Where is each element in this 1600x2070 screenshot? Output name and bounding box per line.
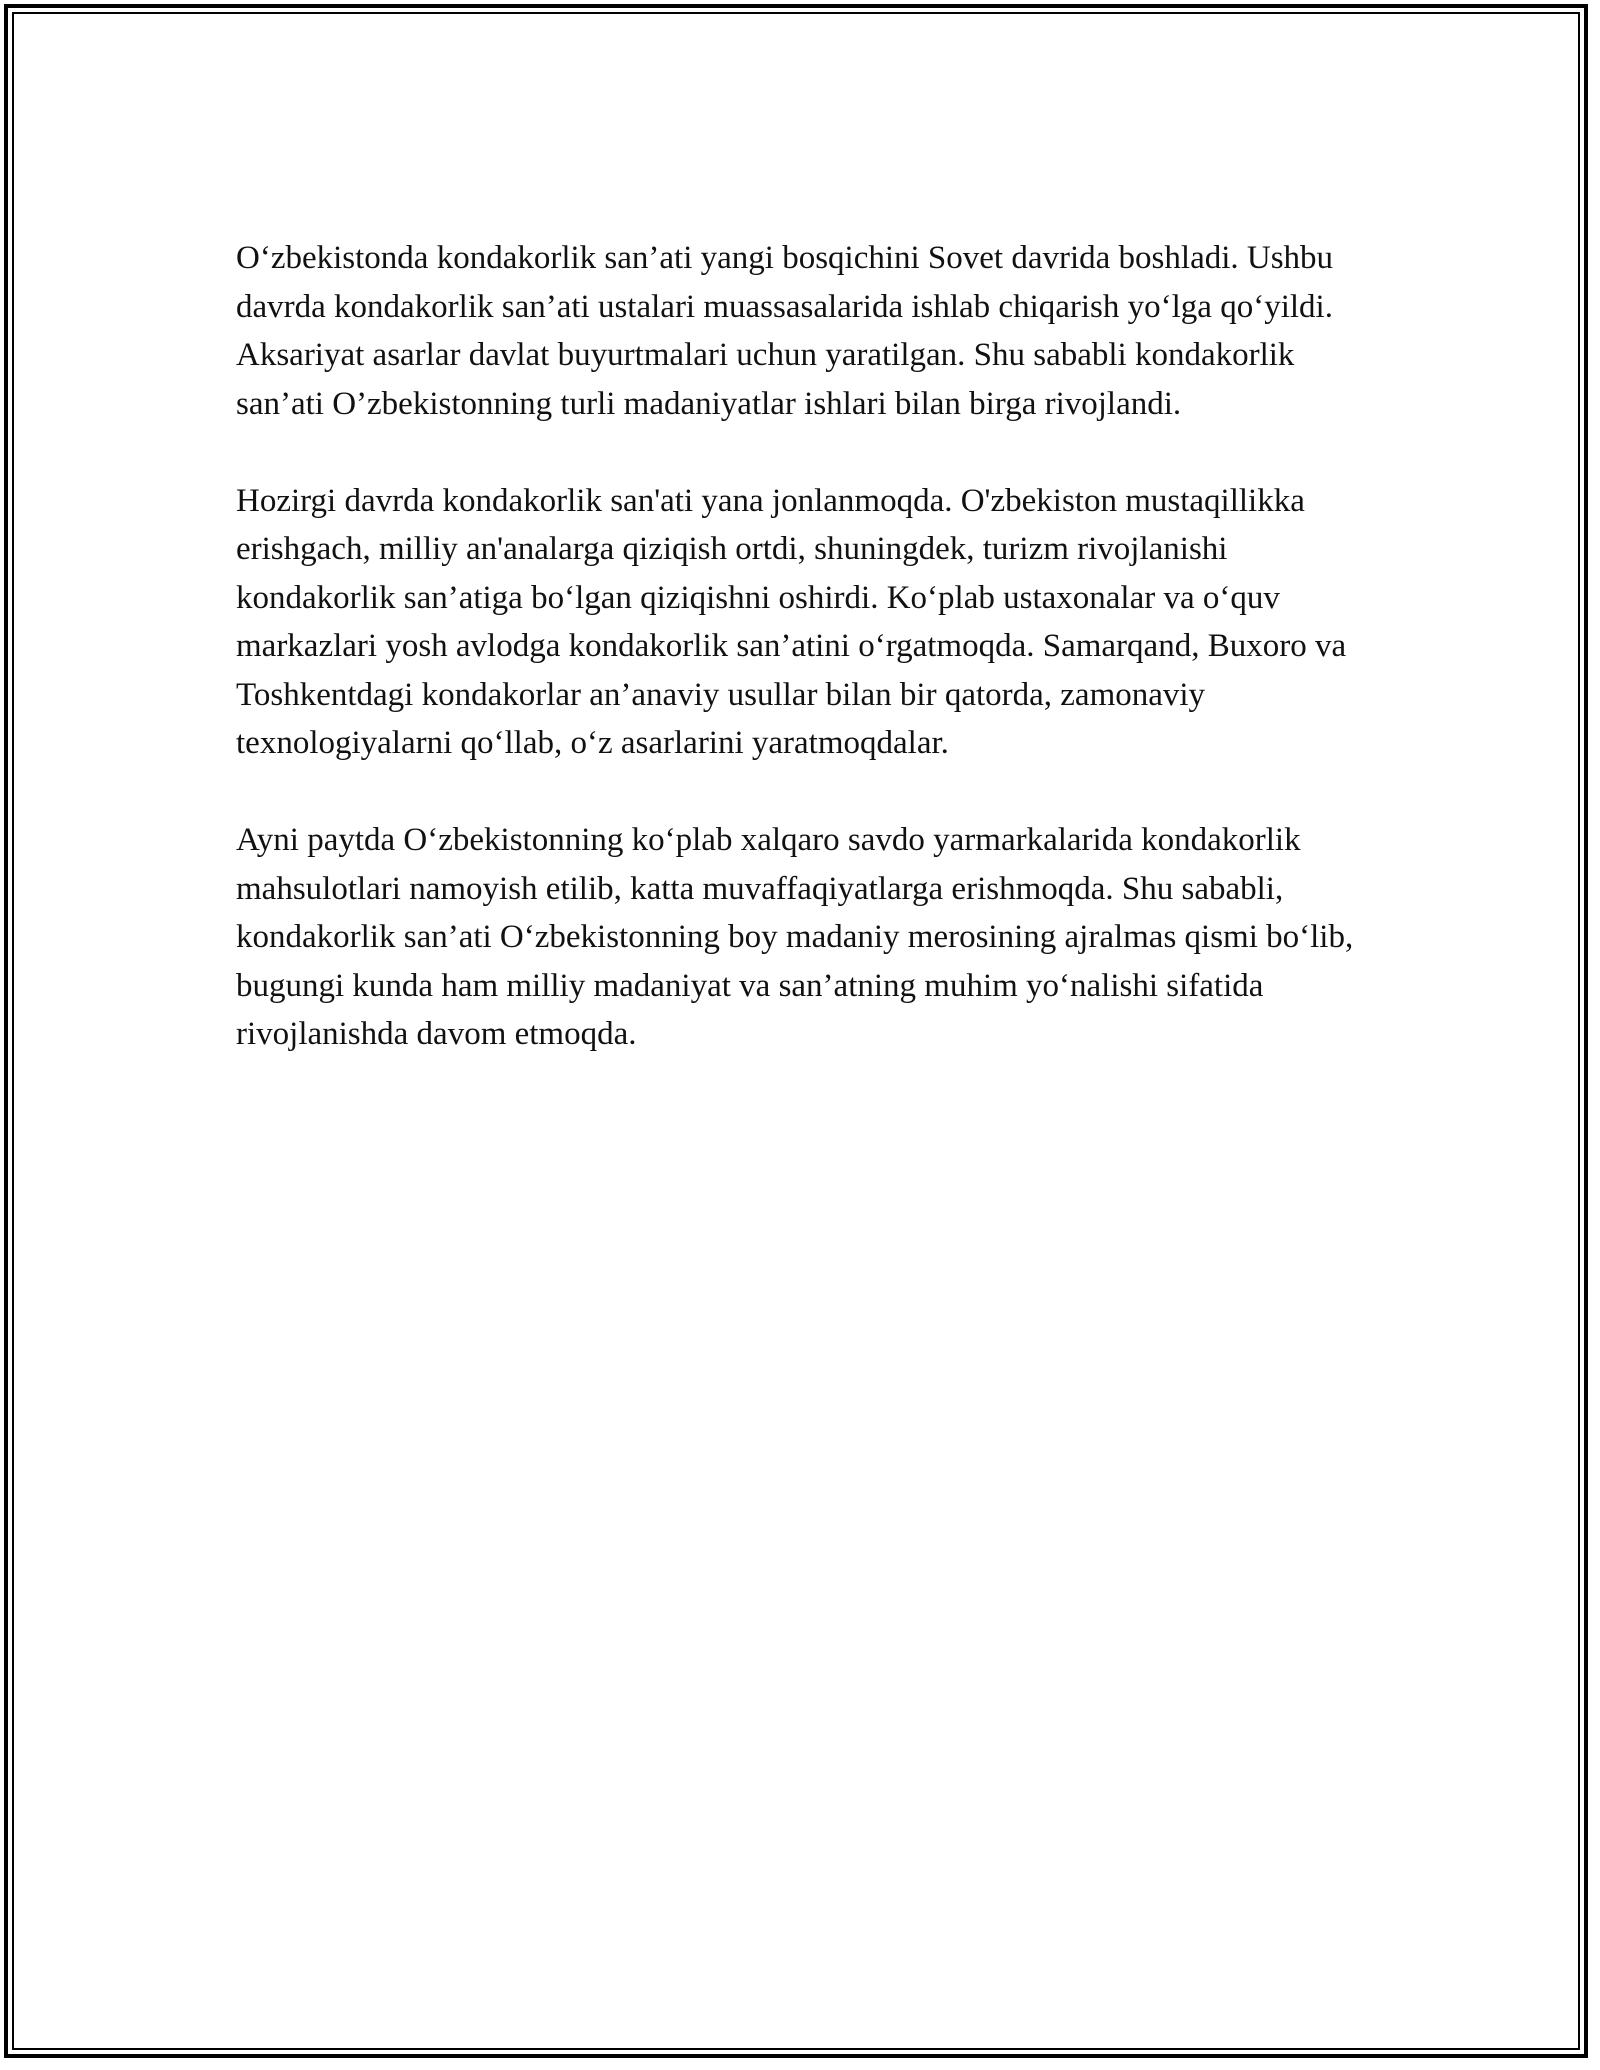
paragraph-1: O‘zbekistonda kondakorlik san’ati yangi bosqichini Sovet davrida boshladi. Ushbu davrda kondakorlik san’ati ustalari muassasalarida ishlab chiqarish yo‘lga qo‘yildi. Aksariyat asarlar davlat buyurtmalari uchun yaratilgan. Shu sababli kondakorlik san’ati O’zbekistonning turli madaniyatlar ishlari bilan birga rivojlandi. xyxy=(236,240,1334,422)
paragraph-2: Hozirgi davrda kondakorlik san'ati yana jonlanmoqda. O'zbekiston mustaqillikka erishgach, milliy an'analarga qiziqish ortdi, shuningdek, turizm rivojlanishi kondakorlik san’atiga bo‘lgan qiziqishni oshirdi. Ko‘plab ustaxonalar va o‘quv markazlari yosh avlodga kondakorlik san’atini o‘rgatmoqda. Samarqand, Buxoro va Toshkentdagi kondakorlar an’anaviy usullar bilan bir qatorda, zamonaviy texnologiyalarni qo‘llab, o‘z asarlarini yaratmoqdalar. xyxy=(236,482,1347,761)
document-body xyxy=(236,234,1386,1107)
paragraph-3: Ayni paytda O‘zbekistonning ko‘plab xalqaro savdo yarmarkalarida kondakorlik mahsulotlari namoyish etilib, katta muvaffaqiyatlarga erishmoqda. Shu sababli, kondakorlik san’ati O‘zbekistonning boy madaniy merosining ajralmas qismi bo‘lib, bugungi kunda ham milliy madaniyat va san’atning muhim yo‘nalishi sifatida rivojlanishda davom etmoqda. xyxy=(236,822,1354,1052)
